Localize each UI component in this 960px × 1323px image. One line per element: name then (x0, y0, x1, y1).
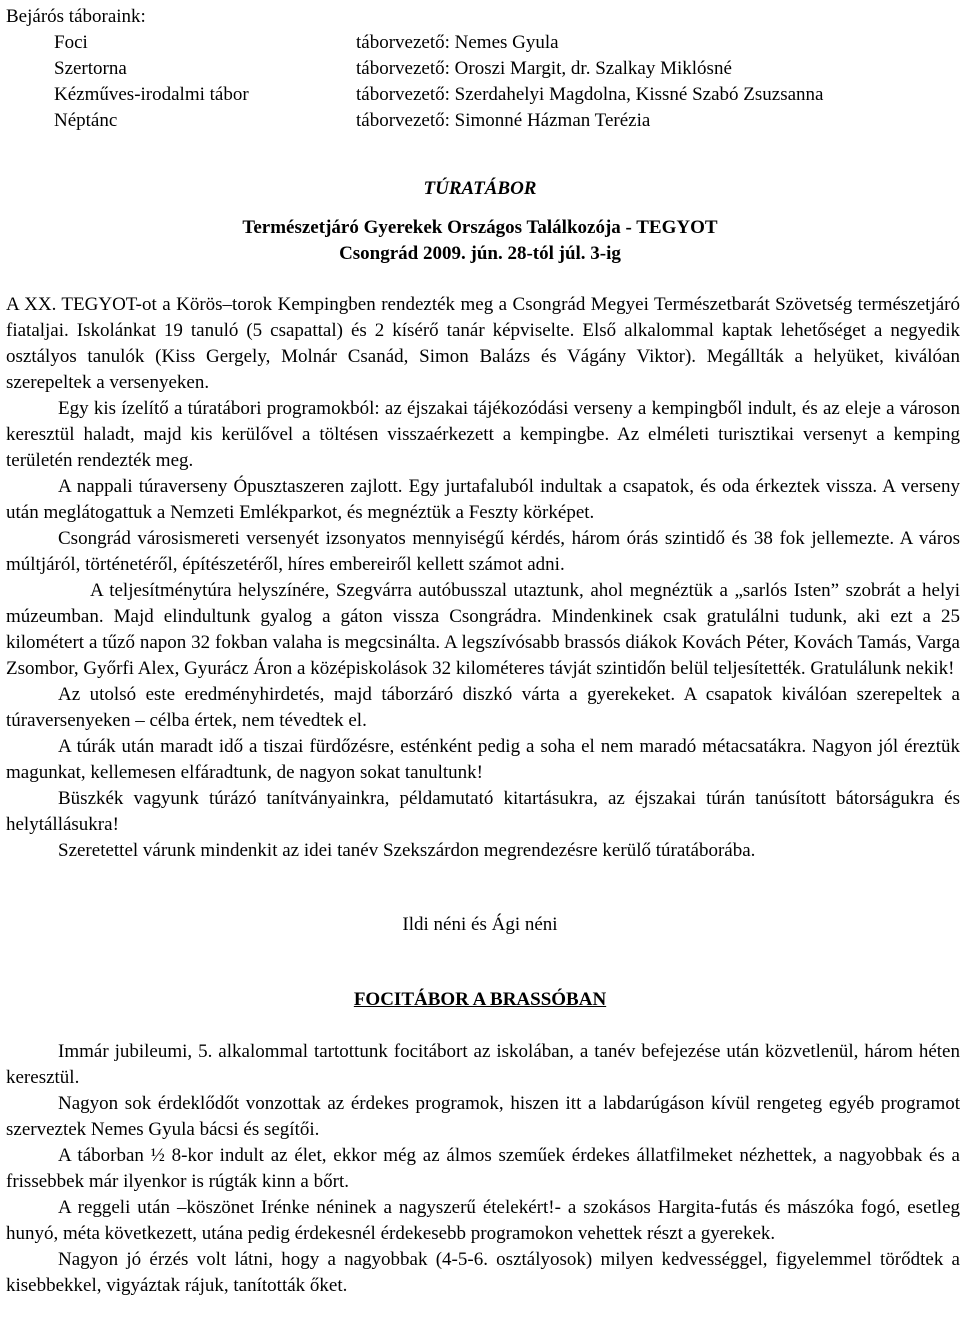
camp-row (54, 30, 823, 56)
paragraph: A táborban ½ 8-kor indult az élet, ekkor még az álmos szeműek érdekes állatfilmeket nézhettek, a nagyobbak és a frissebbek már ilyenkor is rúgták kinn a bőrt. (6, 1145, 960, 1192)
paragraph: Szeretettel várunk mindenkit az idei tanév Szekszárdon megrendezésre kerülő túratáborába. (58, 840, 756, 861)
camp-leader: táborvezető: Simonné Házman Terézia (356, 110, 651, 131)
camp-name: Szertorna (54, 58, 127, 79)
tura-subtitle: Természetjáró Gyerekek Országos Találkozója - TEGYOT (242, 217, 718, 238)
camp-name: Kézműves-irodalmi tábor (54, 84, 249, 105)
paragraph: A túrák után maradt idő a tiszai fürdőzésre, esténként pedig a soha el nem maradó métacsatákra. Nagyon jól éreztük magunkat, kellemesen elfáradtunk, de nagyon sokat tanultunk! (6, 736, 960, 783)
camp-row (54, 108, 823, 134)
camp-name: Foci (54, 32, 88, 53)
paragraph: Büszkék vagyunk túrázó tanítványainkra, példamutató kitartásukra, az éjszakai túrán tanúsított bátorságukra és helytállásukra! (6, 788, 960, 835)
paragraph: A reggeli után –köszönet Irénke néninek a nagyszerű ételekért!- a szokásos Hargita-futás és mászóka fogó, esetleg hunyó, méta következett, utána pedig érdekesnél érdekesebb programokon vehettek részt a gyerekek. (6, 1197, 960, 1244)
paragraph: Az utolsó este eredményhirdetés, majd táborzáró diszkó várta a gyerekeket. A csapatok kiválóan szerepeltek a túraversenyeken – célba értek, nem tévedtek el. (6, 684, 960, 731)
paragraph: Nagyon sok érdeklődőt vonzottak az érdekes programok, hiszen itt a labdarúgáson kívül rengeteg egyéb programot szerveztek Nemes Gyula bácsi és segítői. (6, 1093, 960, 1140)
paragraph: A teljesítménytúra helyszínére, Szegvárra autóbusszal utaztunk, ahol megnéztük a „sarlós Isten” szobrát a helyi múzeumban. Majd elindultunk gyalog a gáton vissza Csongrádra. Mindenkinek csak gratulálni tudunk, aki ezt a 25 kilométert a tűző napon 32 fokban valaha is megcsinálta. A legszívósabb brassós diákok Kovách Péter, Kovách Tamás, Varga Zsombor, Győrfi Alex, Gyurácz Áron a középiskolások 32 kilométeres távját szintidőn belül teljesítették. Gratulálunk nekik! (6, 580, 960, 679)
foci-article (6, 1039, 960, 1299)
tura-title: TÚRATÁBOR (423, 178, 537, 199)
camp-row (54, 56, 823, 82)
camp-leader: táborvezető: Szerdahelyi Magdolna, Kissné Szabó Zsuzsanna (356, 84, 824, 105)
tura-dates: Csongrád 2009. jún. 28-tól júl. 3-ig (339, 243, 621, 264)
paragraph: A XX. TEGYOT-ot a Körös–torok Kempingben rendezték meg a Csongrád Megyei Természetbarát Szövetség természetjáró fiataljai. Iskolánkat 19 tanuló (5 csapattal) és 2 kísérő tanár képviselte. Első alkalommal kaptak lehetőséget a negyedik osztályos tanulók (Kiss Gergely, Molnár Csanád, Simon Balázs és Vágány Viktor). Megállták a helyüket, kiválóan szerepeltek a versenyeken. (6, 294, 960, 393)
paragraph: Nagyon jó érzés volt látni, hogy a nagyobbak (4-5-6. osztályosok) milyen kedvességgel, figyelemmel törődtek a kisebbekkel, vigyáztak rájuk, tanították őket. (6, 1249, 960, 1296)
foci-title: FOCITÁBOR A BRASSÓBAN (353, 989, 607, 1010)
tura-article (6, 292, 960, 864)
camp-row (54, 82, 823, 108)
camp-list (54, 30, 823, 134)
tura-signature: Ildi néni és Ági néni (402, 914, 558, 935)
camps-header: Bejárós táboraink: (6, 6, 146, 27)
camp-leader: táborvezető: Nemes Gyula (356, 32, 559, 53)
paragraph: A nappali túraverseny Ópusztaszeren zajlott. Egy jurtafaluból indultak a csapatok, és oda érkeztek vissza. A verseny után meglátogattuk a Nemzeti Emlékparkot, és megnéztük a Feszty körképet. (6, 476, 960, 523)
camp-leader: táborvezető: Oroszi Margit, dr. Szalkay Miklósné (356, 58, 732, 79)
paragraph: Immár jubileumi, 5. alkalommal tartottunk focitábort az iskolában, a tanév befejezése után közvetlenül, három héten keresztül. (6, 1041, 960, 1088)
paragraph: Csongrád városismereti versenyét izsonyatos mennyiségű kérdés, három órás szintidő és 38 fok jellemezte. A város múltjáról, történetéről, építészetéről, híres embereiről kellett számot adni. (6, 528, 960, 575)
paragraph: Egy kis ízelítő a túratábori programokból: az éjszakai tájékozódási verseny a kempingből indult, és az eleje a városon keresztül haladt, majd kis kerülővel a töltésen visszaérkezett a kempingbe. Az elméleti turisztikai versenyt a kemping területén rendezték meg. (6, 398, 960, 471)
camp-name: Néptánc (54, 110, 118, 131)
